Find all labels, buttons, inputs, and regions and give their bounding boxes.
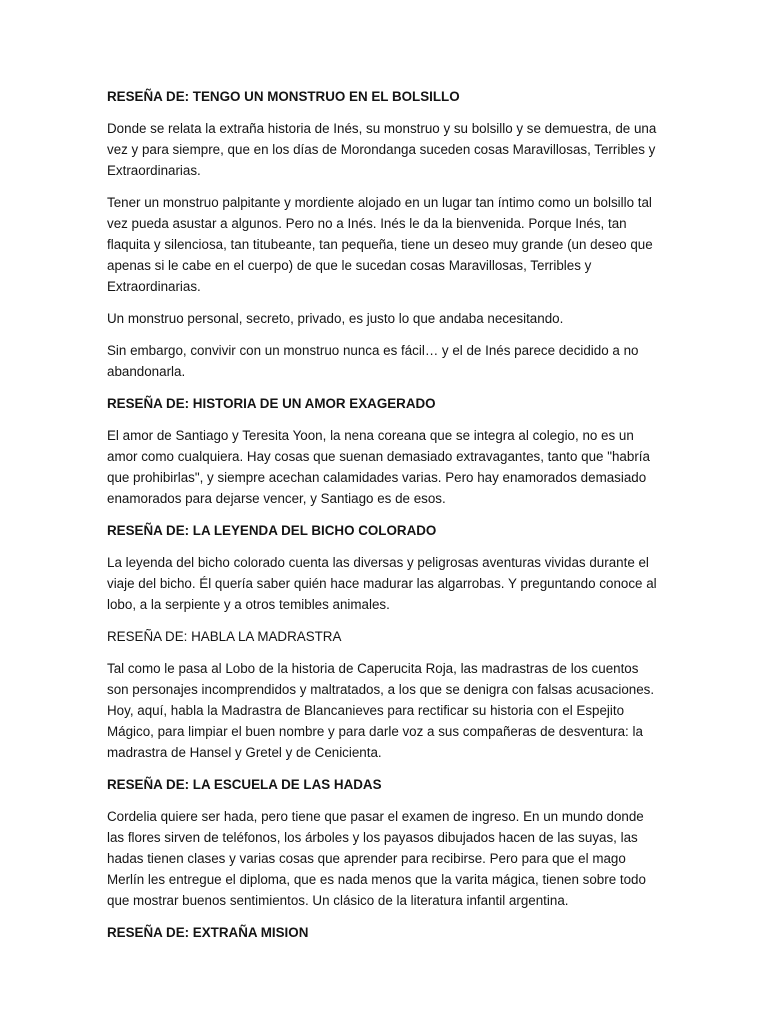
- paragraph: La leyenda del bicho colorado cuenta las diversas y peligrosas aventuras vividas durante el viaje del bicho. Él quería saber quién hace madurar las algarrobas. Y preguntando conoce al lobo, a la serpiente y a otros temibles animales.: [107, 555, 657, 612]
- section-heading: RESEÑA DE: LA ESCUELA DE LAS HADAS: [107, 777, 382, 792]
- section-heading: RESEÑA DE: EXTRAÑA MISION: [107, 925, 309, 940]
- paragraph: Sin embargo, convivir con un monstruo nunca es fácil… y el de Inés parece decidido a no abandonarla.: [107, 343, 639, 379]
- paragraph: Un monstruo personal, secreto, privado, es justo lo que andaba necesitando.: [107, 311, 564, 326]
- review-section: [107, 393, 663, 509]
- paragraph: Tal como le pasa al Lobo de la historia de Caperucita Roja, las madrastras de los cuentos son personajes incomprendidos y maltratados, a los que se denigra con falsas acusaciones. Hoy, aquí, habla la Madrastra de Blancanieves para rectificar su historia con el Espejito Mágico, para limpiar el buen nombre y para darle voz a sus compañeras de desventura: la madrastra de Hansel y Gretel y de Cenicienta.: [107, 661, 655, 760]
- paragraph: El amor de Santiago y Teresita Yoon, la nena coreana que se integra al colegio, no es un amor como cualquiera. Hay cosas que suenan demasiado extravagantes, tanto que "habría que prohibirlas", y siempre acechan calamidades varias. Pero hay enamorados demasiado enamorados para dejarse vencer, y Santiago es de esos.: [107, 428, 650, 506]
- paragraph: Donde se relata la extraña historia de Inés, su monstruo y su bolsillo y se demuestra, de una vez y para siempre, que en los días de Morondanga suceden cosas Maravillosas, Terribles y Extraordinarias.: [107, 121, 657, 178]
- section-heading: RESEÑA DE: HISTORIA DE UN AMOR EXAGERADO: [107, 396, 436, 411]
- review-section: [107, 520, 663, 615]
- review-section: [107, 86, 663, 382]
- review-section: [107, 922, 663, 943]
- review-section: [107, 774, 663, 911]
- paragraph: Cordelia quiere ser hada, pero tiene que pasar el examen de ingreso. En un mundo donde las flores sirven de teléfonos, los árboles y los payasos dibujados hacen de las suyas, las hadas tienen clases y varias cosas que aprender para recibirse. Pero para que el mago Merlín les entregue el diploma, que es nada menos que la varita mágica, tienen sobre todo que mostrar buenos sentimientos. Un clásico de la literatura infantil argentina.: [107, 809, 646, 908]
- paragraph: Tener un monstruo palpitante y mordiente alojado en un lugar tan íntimo como un bolsillo tal vez pueda asustar a algunos. Pero no a Inés. Inés le da la bienvenida. Porque Inés, tan flaquita y silenciosa, tan titubeante, tan pequeña, tiene un deseo muy grande (un deseo que apenas si le cabe en el cuerpo) de que le sucedan cosas Maravillosas, Terribles y Extraordinarias.: [107, 195, 653, 294]
- section-heading: RESEÑA DE: LA LEYENDA DEL BICHO COLORADO: [107, 523, 437, 538]
- section-heading: RESEÑA DE: HABLA LA MADRASTRA: [107, 629, 342, 644]
- review-section: [107, 626, 663, 763]
- document-page: [107, 86, 663, 954]
- section-heading: RESEÑA DE: TENGO UN MONSTRUO EN EL BOLSILLO: [107, 89, 460, 104]
